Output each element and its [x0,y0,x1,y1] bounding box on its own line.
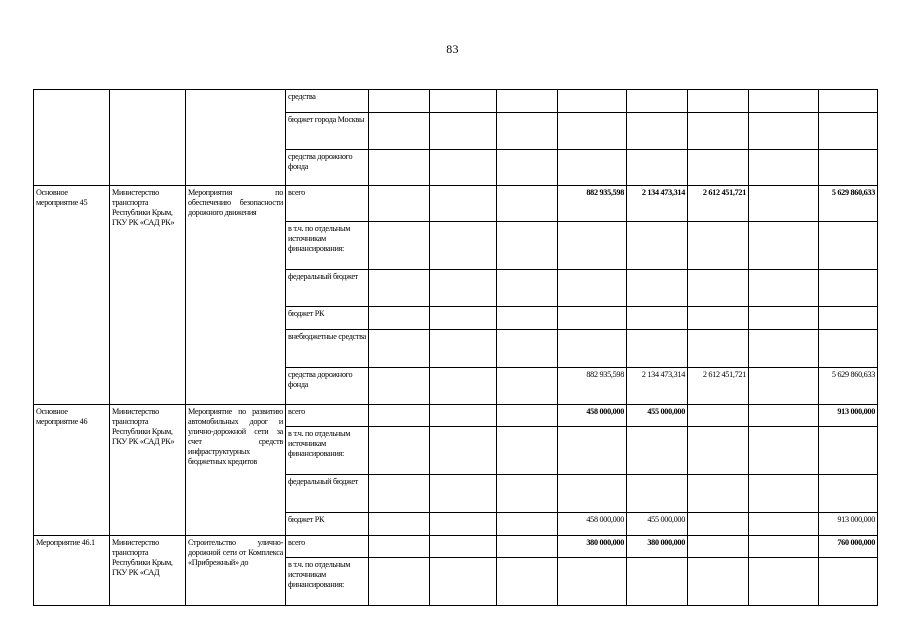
amount-cell [627,307,688,330]
amount-cell [430,558,497,606]
event-name-cell: Основное мероприятие 46 [34,405,110,536]
amount-cell [497,513,558,536]
event-name-cell: Основное мероприятие 45 [34,186,110,405]
amount-cell [497,330,558,368]
page-number: 83 [446,42,459,56]
funding-source-cell: в т.ч. по отдельным источникам финансирования: [286,222,369,270]
description-cell: Строительство улично-дорожной сети от Комплекса «Прибрежный» до [186,536,286,606]
amount-cell: 5 629 860,633 [819,186,878,222]
funding-source-cell: бюджет РК [286,513,369,536]
executor-cell: Министерство транспорта Республики Крым, ГКУ РК «САД [110,536,186,606]
funding-source-cell: средства [286,90,369,113]
amount-cell [430,186,497,222]
amount-cell: 882 935,598 [558,186,627,222]
amount-cell [749,405,819,427]
amount-cell [558,330,627,368]
amount-cell [627,222,688,270]
amount-cell: 380 000,000 [558,536,627,558]
amount-cell [749,368,819,405]
amount-cell [558,307,627,330]
table-row [34,405,878,427]
amount-cell [627,330,688,368]
amount-cell [627,427,688,475]
funding-source-cell: федеральный бюджет [286,270,369,307]
amount-cell [497,90,558,113]
amount-cell [688,513,749,536]
amount-cell [749,513,819,536]
amount-cell: 458 000,000 [558,513,627,536]
funding-source-cell: бюджет города Москвы [286,113,369,150]
amount-cell: 2 612 451,721 [688,186,749,222]
amount-cell: 760 000,000 [819,536,878,558]
amount-cell [430,368,497,405]
amount-cell [688,222,749,270]
description-cell: Мероприятия по обеспечению безопасности дорожного движения [186,186,286,405]
amount-cell [627,90,688,113]
amount-cell [430,270,497,307]
amount-cell [369,536,430,558]
amount-cell: 913 000,000 [819,513,878,536]
amount-cell [688,270,749,307]
event-name-cell: Мероприятие 46.1 [34,536,110,606]
table-row [34,536,878,558]
amount-cell [369,222,430,270]
executor-cell [110,90,186,186]
amount-cell [430,222,497,270]
amount-cell [369,150,430,186]
amount-cell [819,307,878,330]
amount-cell [819,427,878,475]
table-row [34,90,878,113]
amount-cell [749,536,819,558]
amount-cell [819,222,878,270]
amount-cell [819,330,878,368]
amount-cell [688,113,749,150]
amount-cell [558,270,627,307]
amount-cell: 380 000,000 [627,536,688,558]
amount-cell [749,186,819,222]
amount-cell [430,150,497,186]
amount-cell [688,475,749,513]
amount-cell [430,536,497,558]
amount-cell [497,536,558,558]
executor-cell: Министерство транспорта Республики Крым, ГКУ РК «САД РК» [110,186,186,405]
amount-cell [688,558,749,606]
amount-cell [497,427,558,475]
amount-cell [369,90,430,113]
funding-source-cell: в т.ч. по отдельным источникам финансирования: [286,558,369,606]
amount-cell [688,330,749,368]
amount-cell [688,307,749,330]
amount-cell [430,90,497,113]
funding-source-cell: средства дорожного фонда [286,150,369,186]
amount-cell [497,307,558,330]
funding-source-cell: всего [286,405,369,427]
amount-cell [819,113,878,150]
amount-cell [430,427,497,475]
amount-cell [369,368,430,405]
amount-cell: 2 134 473,314 [627,368,688,405]
amount-cell [497,368,558,405]
funding-source-cell: внебюджетные средства [286,330,369,368]
funding-source-cell: всего [286,536,369,558]
amount-cell [627,113,688,150]
funding-source-cell: бюджет РК [286,307,369,330]
amount-cell [369,330,430,368]
amount-cell [430,405,497,427]
amount-cell [430,513,497,536]
amount-cell [688,405,749,427]
amount-cell [688,90,749,113]
amount-cell [749,475,819,513]
amount-cell [749,558,819,606]
amount-cell [369,307,430,330]
funding-source-cell: средства дорожного фонда [286,368,369,405]
amount-cell [430,307,497,330]
amount-cell [369,405,430,427]
amount-cell [819,150,878,186]
amount-cell [369,270,430,307]
amount-cell: 455 000,000 [627,405,688,427]
amount-cell: 2 612 451,721 [688,368,749,405]
amount-cell [558,150,627,186]
amount-cell [627,150,688,186]
amount-cell [497,475,558,513]
amount-cell: 913 000,000 [819,405,878,427]
funding-source-cell: всего [286,186,369,222]
amount-cell [430,475,497,513]
amount-cell [688,150,749,186]
amount-cell [749,270,819,307]
funding-source-cell: федеральный бюджет [286,475,369,513]
amount-cell [749,330,819,368]
amount-cell [819,558,878,606]
amount-cell: 455 000,000 [627,513,688,536]
amount-cell [749,307,819,330]
amount-cell [627,270,688,307]
amount-cell [749,150,819,186]
amount-cell [558,222,627,270]
amount-cell [819,270,878,307]
table-row [34,186,878,222]
amount-cell [430,113,497,150]
amount-cell: 458 000,000 [558,405,627,427]
funding-source-cell: в т.ч. по отдельным источникам финансирования: [286,427,369,475]
amount-cell [369,427,430,475]
amount-cell [627,475,688,513]
amount-cell: 2 134 473,314 [627,186,688,222]
description-cell: Мероприятие по развитию автомобильных дорог и улично-дорожной сети за счет средств инфраструктурных бюджетных кредитов [186,405,286,536]
amount-cell [497,405,558,427]
executor-cell: Министерство транспорта Республики Крым, ГКУ РК «САД РК» [110,405,186,536]
event-name-cell [34,90,110,186]
amount-cell [749,113,819,150]
amount-cell [497,150,558,186]
amount-cell: 882 935,598 [558,368,627,405]
amount-cell [497,186,558,222]
amount-cell [688,536,749,558]
amount-cell [749,427,819,475]
amount-cell [497,270,558,307]
funding-table [33,89,878,606]
amount-cell [819,90,878,113]
amount-cell [497,113,558,150]
description-cell [186,90,286,186]
amount-cell [627,558,688,606]
amount-cell [558,90,627,113]
amount-cell [430,330,497,368]
amount-cell [819,475,878,513]
amount-cell [558,113,627,150]
amount-cell [369,558,430,606]
amount-cell [749,222,819,270]
amount-cell [369,475,430,513]
amount-cell [497,558,558,606]
amount-cell [558,475,627,513]
amount-cell [688,427,749,475]
amount-cell [497,222,558,270]
amount-cell [369,113,430,150]
amount-cell [369,186,430,222]
amount-cell [369,513,430,536]
amount-cell [749,90,819,113]
amount-cell [558,427,627,475]
amount-cell [558,558,627,606]
amount-cell: 5 629 860,633 [819,368,878,405]
